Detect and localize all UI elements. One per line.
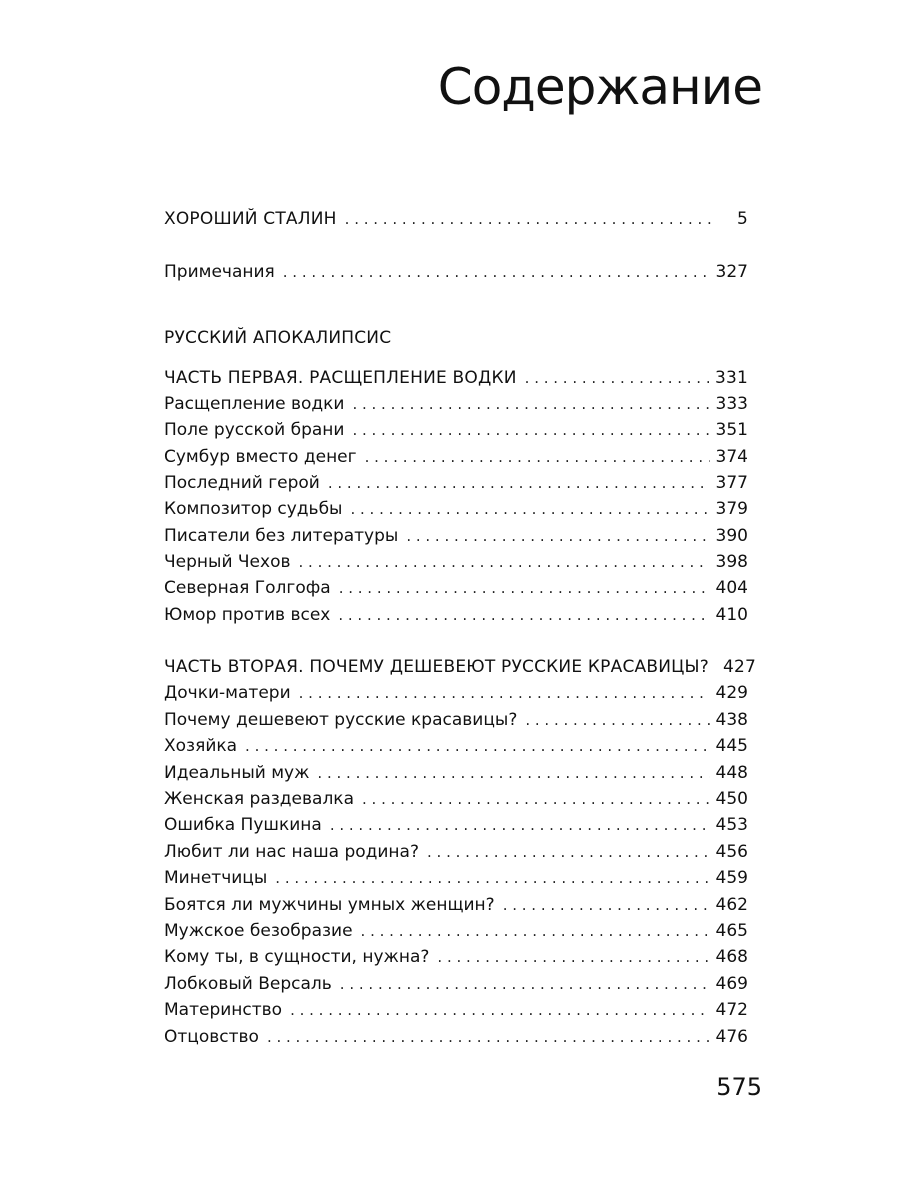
toc-entry: [164, 444, 748, 470]
toc-entry: [164, 839, 748, 865]
toc-entry-page: 427: [722, 657, 757, 677]
dot-leader: [339, 575, 710, 601]
toc-entry-page: 429: [715, 683, 748, 703]
toc-entry: [164, 865, 748, 891]
dot-leader: [275, 865, 709, 891]
dot-leader: [427, 839, 710, 865]
dot-leader: [299, 680, 710, 706]
toc-entry-label: Дочки-матери: [164, 683, 291, 703]
dot-leader: [437, 944, 709, 970]
toc-entry: [164, 575, 748, 601]
dot-leader: [328, 470, 710, 496]
toc-entry-label: Северная Голгофа: [164, 578, 331, 598]
part-heading: [164, 654, 757, 680]
toc-entry: [164, 549, 748, 575]
toc-entry: [164, 680, 748, 706]
toc-entry: [164, 944, 748, 970]
dot-leader: [317, 760, 709, 786]
toc-entry-page: 456: [715, 842, 748, 862]
toc-entry-label: Боятся ли мужчины умных женщин?: [164, 895, 495, 915]
dot-leader: [299, 549, 710, 575]
toc-entry-page: 5: [736, 209, 748, 229]
toc-entry-label: Любит ли нас наша родина?: [164, 842, 419, 862]
dot-leader: [362, 786, 710, 812]
dot-leader: [350, 496, 709, 522]
toc-entry-label: ЧАСТЬ ПЕРВАЯ. РАСЩЕПЛЕНИЕ ВОДКИ: [164, 368, 517, 388]
toc-entry-page: 331: [714, 368, 748, 388]
dot-leader: [525, 365, 709, 391]
toc-entry-label: Ошибка Пушкина: [164, 815, 322, 835]
section-heading: РУССКИЙ АПОКАЛИПСИС: [164, 328, 392, 348]
toc-entry-label: Кому ты, в сущности, нужна?: [164, 947, 430, 967]
dot-leader: [361, 918, 710, 944]
dot-leader: [330, 812, 710, 838]
toc-entry-label: Последний герой: [164, 473, 320, 493]
toc-entry: [164, 391, 748, 417]
toc-entry-page: 398: [715, 552, 748, 572]
toc-entry-label: Идеальный муж: [164, 763, 310, 783]
toc-entry: [164, 523, 748, 549]
toc-entry-page: 459: [715, 868, 748, 888]
toc-entry: [164, 206, 748, 232]
toc-entry-page: 410: [715, 605, 748, 625]
toc-entry: [164, 918, 748, 944]
page-title: Содержание: [437, 58, 762, 116]
toc-entry-label: Юмор против всех: [164, 605, 331, 625]
toc-entry-label: Женская раздевалка: [164, 789, 354, 809]
toc-entry-label: Расщепление водки: [164, 394, 345, 414]
part-heading: [164, 365, 748, 391]
toc-entry-page: 468: [715, 947, 748, 967]
toc-entry-page: 333: [715, 394, 748, 414]
toc-entry-label: Отцовство: [164, 1027, 259, 1047]
toc-entry: [164, 259, 748, 285]
toc-entry-page: 327: [715, 262, 748, 282]
dot-leader: [267, 1024, 710, 1050]
dot-leader: [345, 206, 712, 232]
toc-entry: [164, 997, 748, 1023]
toc-entry-label: Почему дешевеют русские красавицы?: [164, 710, 518, 730]
toc-entry-page: 450: [715, 789, 748, 809]
toc-entry-page: 453: [715, 815, 748, 835]
toc-entry-label: ЧАСТЬ ВТОРАЯ. ПОЧЕМУ ДЕШЕВЕЮТ РУССКИЕ КРАСАВИЦЫ?: [164, 657, 709, 677]
toc-entry-page: 465: [715, 921, 748, 941]
toc-entry: [164, 812, 748, 838]
toc-entry: [164, 707, 748, 733]
toc-entry-page: 448: [715, 763, 748, 783]
toc-entry-page: 390: [715, 526, 748, 546]
toc-entry-label: Поле русской брани: [164, 420, 345, 440]
toc-entry: [164, 417, 748, 443]
toc-entry-page: 472: [715, 1000, 748, 1020]
page-number: 575: [716, 1073, 762, 1101]
dot-leader: [365, 444, 710, 470]
toc-entry-page: 404: [715, 578, 748, 598]
toc-entry: [164, 760, 748, 786]
dot-leader: [525, 707, 709, 733]
dot-leader: [503, 892, 710, 918]
toc-entry-label: ХОРОШИЙ СТАЛИН: [164, 209, 337, 229]
toc-entry: [164, 470, 748, 496]
dot-leader: [290, 997, 709, 1023]
toc-entry-page: 377: [715, 473, 748, 493]
dot-leader: [283, 259, 710, 285]
toc-entry-page: 379: [715, 499, 748, 519]
dot-leader: [352, 417, 709, 443]
toc-entry-page: 438: [715, 710, 748, 730]
toc-entry-page: 374: [715, 447, 748, 467]
toc-entry: [164, 1024, 748, 1050]
dot-leader: [245, 733, 710, 759]
toc-entry: [164, 892, 748, 918]
dot-leader: [406, 523, 709, 549]
toc-entry-label: Композитор судьбы: [164, 499, 343, 519]
toc-entry-label: Хозяйка: [164, 736, 238, 756]
toc-entry-page: 445: [715, 736, 748, 756]
toc-entry-label: Минетчицы: [164, 868, 268, 888]
toc-entry: [164, 786, 748, 812]
toc-entry-label: Материнство: [164, 1000, 283, 1020]
toc-entry: [164, 733, 748, 759]
toc-entry-label: Писатели без литературы: [164, 526, 399, 546]
dot-leader: [352, 391, 709, 417]
toc-entry-label: Примечания: [164, 262, 275, 282]
toc-entry: [164, 971, 748, 997]
toc-entry-page: 476: [715, 1027, 748, 1047]
dot-leader: [338, 602, 709, 628]
toc-entry-label: Лобковый Версаль: [164, 974, 332, 994]
toc-entry-label: Черный Чехов: [164, 552, 291, 572]
toc-entry-label: Мужское безобразие: [164, 921, 353, 941]
toc-entry-page: 351: [715, 420, 748, 440]
toc-entry-label: Сумбур вместо денег: [164, 447, 357, 467]
toc-entry: [164, 496, 748, 522]
toc-entry: [164, 602, 748, 628]
dot-leader: [340, 971, 710, 997]
toc-entry-page: 469: [715, 974, 748, 994]
toc-entry-page: 462: [715, 895, 748, 915]
